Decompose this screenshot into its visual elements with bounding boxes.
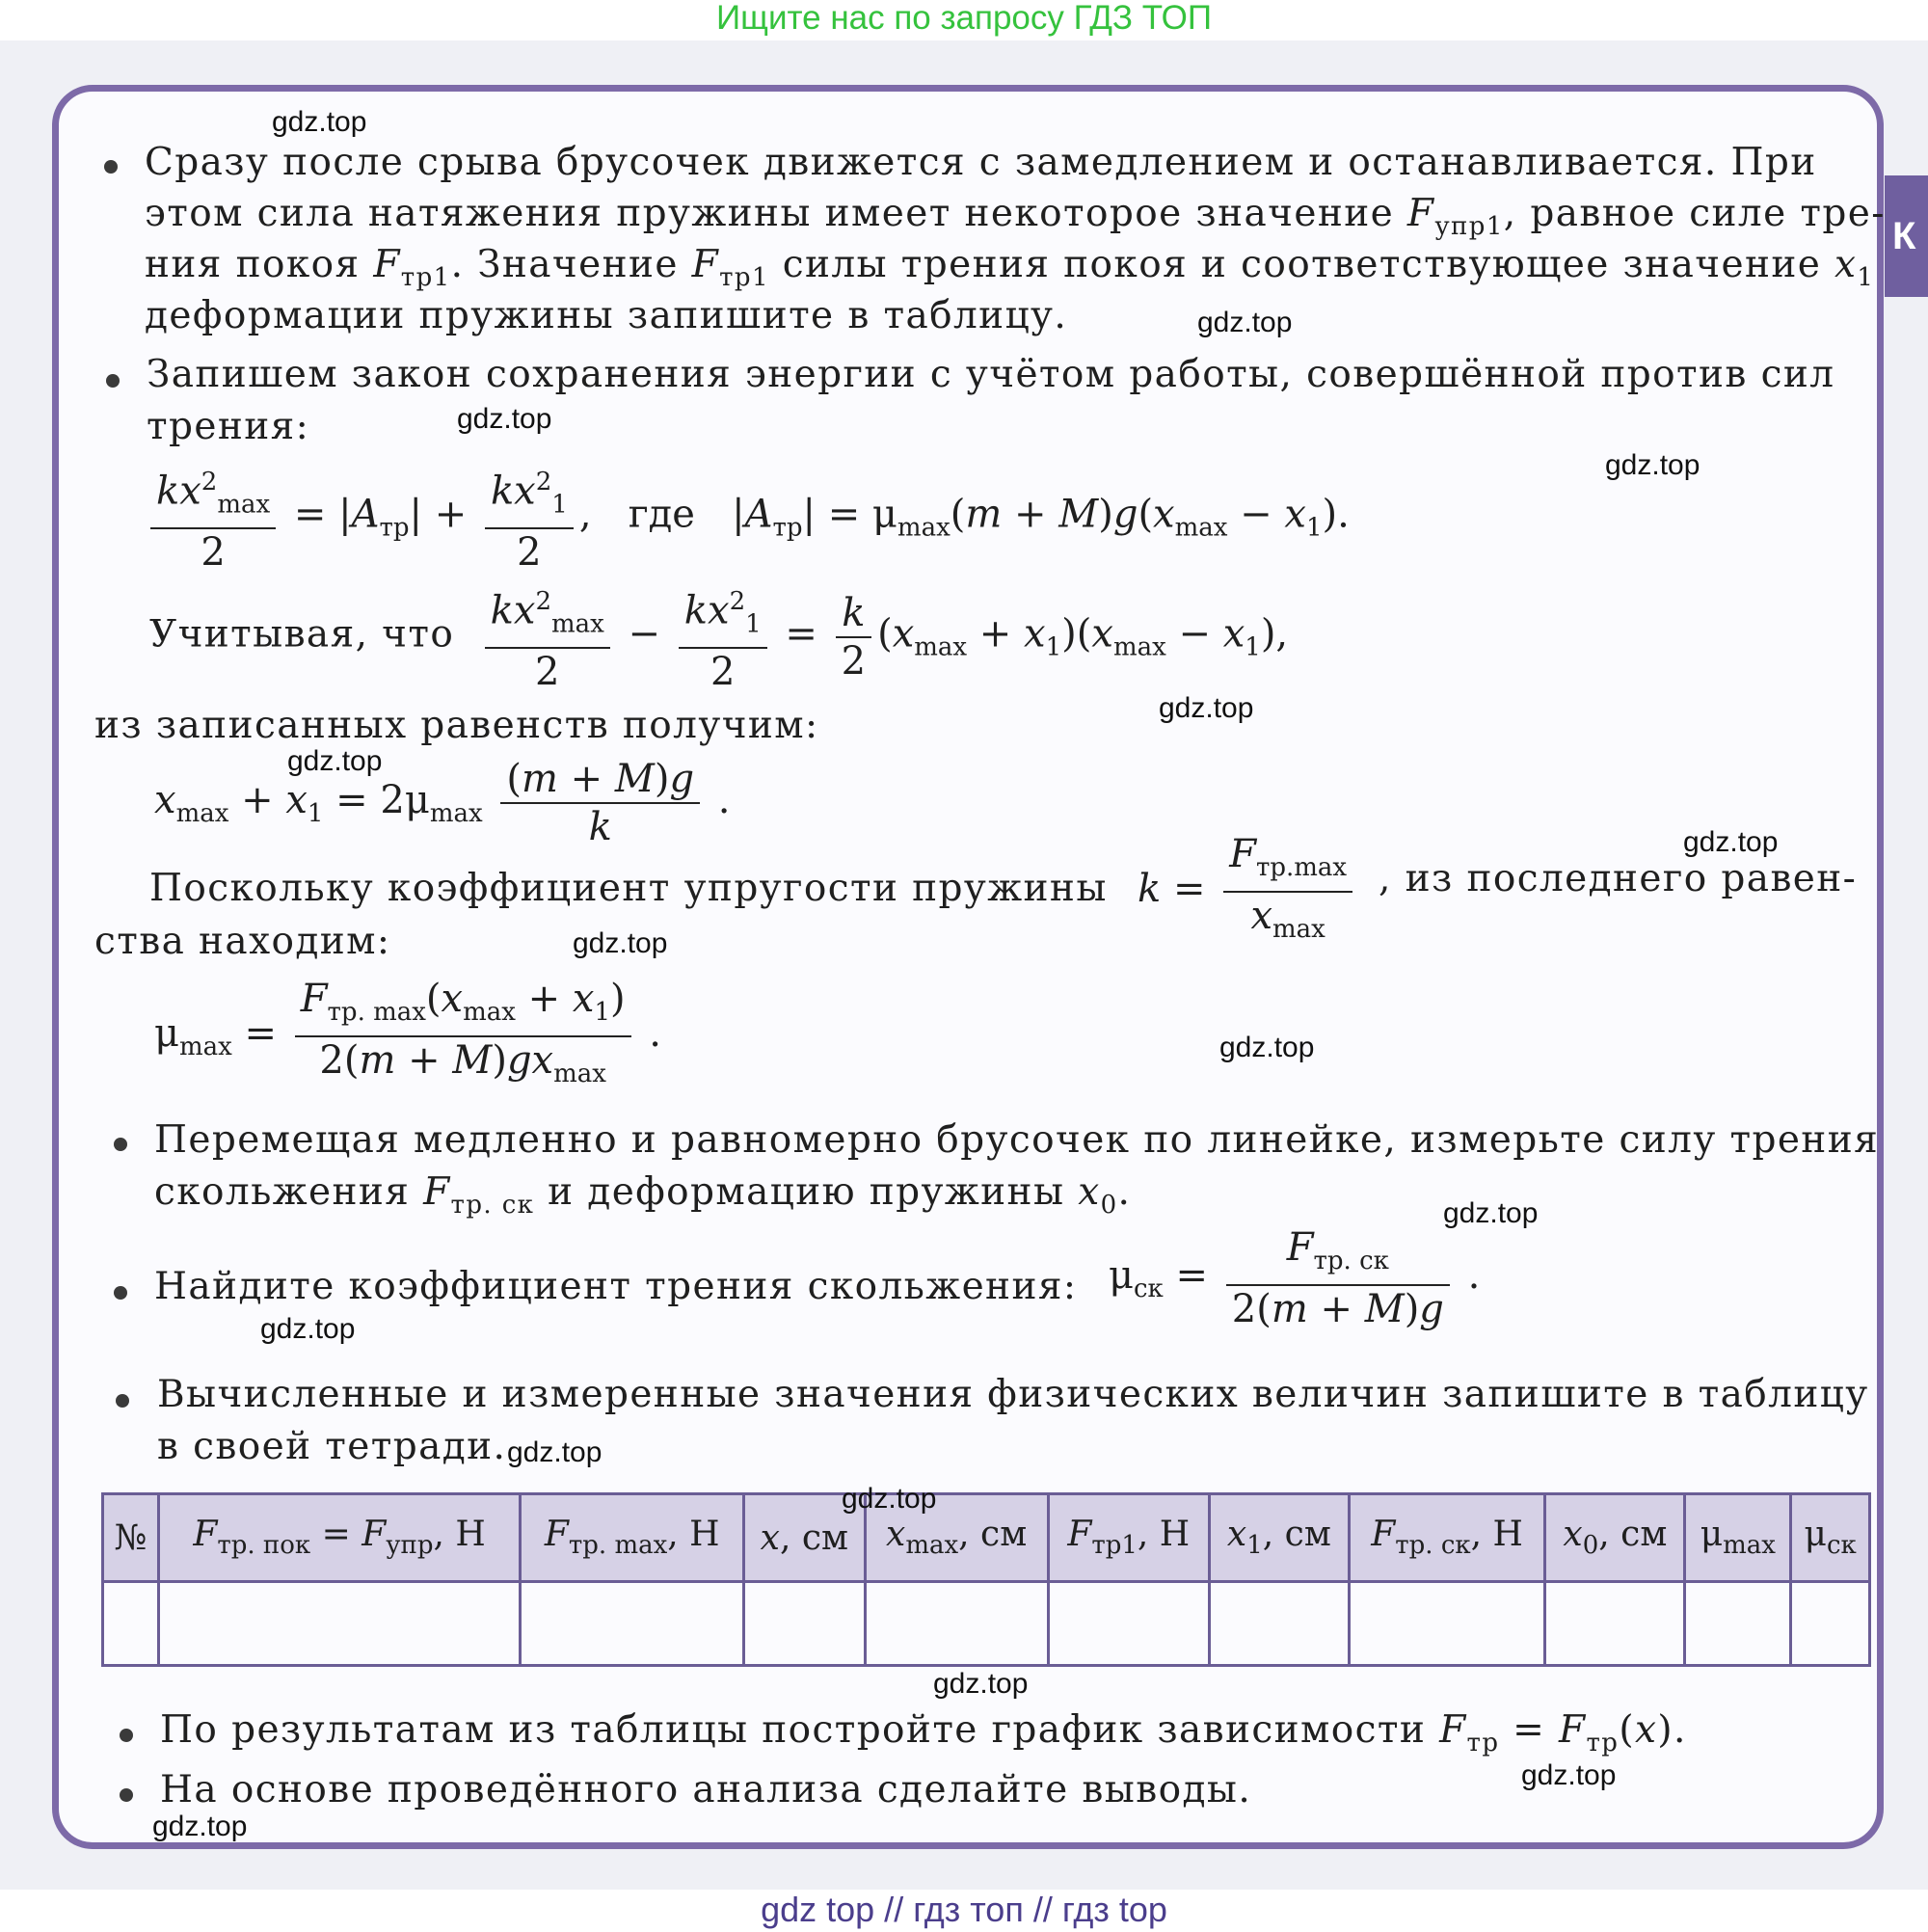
table-cell: [521, 1582, 744, 1666]
watermark: gdz.top: [1443, 1197, 1539, 1229]
table-header: $F_{тр. ск}$, Н: [1349, 1494, 1545, 1582]
equation-given: Учитывая, что $\frac{kx^2_{max}}{2}$ − $\frac{kx^2_1}{2}$ = $\frac{k}{2}$ $(x_{max} + x_1)(x_{max} - x_1)$,: [149, 578, 1288, 695]
bullet3-line1: Перемещая медленно и равномерно брусочек по линейке, измерьте силу трения: [154, 1118, 1880, 1162]
watermark: gdz.top: [457, 403, 552, 435]
watermark: gdz.top: [573, 927, 668, 959]
table-header: $F_{тр. пок} = F_{упр}$, Н: [158, 1494, 520, 1582]
bullet-dot: [114, 1286, 127, 1300]
watermark: gdz.top: [287, 745, 383, 777]
watermark: gdz.top: [152, 1811, 248, 1842]
bullet1-line2: этом сила натяжения пружины имеет некоторое значение $F_{упр1}$, равное силе тре-: [145, 192, 1886, 241]
since-text: Поскольку коэффициент упругости пружины: [149, 867, 1108, 910]
table-cell: [158, 1582, 520, 1666]
table-header: $x_1$, см: [1209, 1494, 1349, 1582]
results-table: [101, 1492, 1871, 1667]
watermark: gdz.top: [1219, 1032, 1315, 1063]
table-cell: [1545, 1582, 1685, 1666]
side-tab[interactable]: К: [1885, 175, 1928, 297]
table-row: [103, 1582, 1870, 1666]
table-header: $F_{тр. max}$, Н: [521, 1494, 744, 1582]
table-header: $F_{тр1}$, Н: [1048, 1494, 1209, 1582]
watermark: gdz.top: [1683, 826, 1779, 858]
table-cell: [744, 1582, 865, 1666]
watermark: gdz.top: [842, 1483, 937, 1515]
table-header-row: [103, 1494, 1870, 1582]
bullet-dot: [116, 1394, 129, 1408]
watermark: gdz.top: [1159, 692, 1254, 724]
top-banner[interactable]: Ищите нас по запросу ГДЗ ТОП: [716, 0, 1212, 37]
find-text: ства находим:: [94, 920, 391, 963]
bullet1-line3: ния покоя $F_{тр1}$. Значение $F_{тр1}$ силы трения покоя и соответствующее значение $x_1$: [145, 243, 1875, 292]
bullet1-line1: Сразу после срыва брусочек движется с замедлением и останавливается. При: [145, 141, 1817, 184]
table-header: x, см: [744, 1494, 865, 1582]
table-cell: [1685, 1582, 1791, 1666]
bullet-dot: [106, 374, 120, 388]
table-header: $x_{max}$, см: [865, 1494, 1048, 1582]
watermark: gdz.top: [1605, 449, 1700, 481]
watermark: gdz.top: [1197, 307, 1293, 338]
since-text-end: , из последнего равен-: [1379, 857, 1858, 900]
bullet6-line1: По результатам из таблицы постройте график зависимости $F_{тр} = F_{тр}(x)$.: [160, 1708, 1687, 1758]
bullet-dot: [114, 1138, 127, 1151]
bullet5-line2: в своей тетради.: [157, 1425, 507, 1468]
equation-energy: $\frac{kx^2_{max}}{2}$ = $|A_{тр}|$ + $\frac{kx^2_1}{2}$ , где $|A_{тр}| = \mu_{max}(m + M)g(x_{max} - x_1)$.: [145, 459, 1350, 576]
bullet-dot: [120, 1788, 133, 1802]
equation-k: k = $\frac{F_{тр.max}}{x_{max}}$: [1138, 831, 1358, 953]
table-header: №: [103, 1494, 159, 1582]
bullet7-line1: На основе проведённого анализа сделайте выводы.: [160, 1768, 1252, 1811]
equation-sum: $x_{max} + x_1 = 2\mu_{max}$ $\frac{(m + M)g}{k}$ .: [154, 757, 731, 849]
table-cell: [865, 1582, 1048, 1666]
watermark: gdz.top: [260, 1313, 356, 1345]
watermark: gdz.top: [933, 1668, 1029, 1700]
derive-text: из записанных равенств получим:: [94, 704, 819, 747]
watermark: gdz.top: [1521, 1759, 1617, 1791]
table-cell: [1209, 1582, 1349, 1666]
equation-mu-max: $\mu_{max}$ = $\frac{F_{тр. max}(x_{max} + x_1)}{2(m + M)gx_{max}}$ .: [154, 977, 662, 1088]
equation-mu-sk: $\mu_{ск}$ = $\frac{F_{тр. ск}}{2(m + M)g}$ .: [1109, 1225, 1481, 1331]
bullet2-line2: трения:: [147, 405, 310, 448]
bullet-dot: [120, 1729, 133, 1742]
table-cell: [1349, 1582, 1545, 1666]
footer-links[interactable]: gdz top // гдз топ // гдз top: [761, 1890, 1167, 1929]
bullet-dot: [104, 160, 118, 174]
watermark: gdz.top: [272, 106, 367, 138]
bullet4-line1: Найдите коэффициент трения скольжения:: [154, 1265, 1078, 1308]
bullet3-line2: скольжения $F_{тр. ск}$ и деформацию пружины $x_0$.: [154, 1170, 1132, 1220]
bullet2-line1: Запишем закон сохранения энергии с учётом работы, совершённой против сил: [147, 353, 1835, 396]
watermark: gdz.top: [507, 1436, 602, 1468]
table-header: $\mu_{ск}$: [1791, 1494, 1870, 1582]
table-cell: [1048, 1582, 1209, 1666]
table-cell: [1791, 1582, 1870, 1666]
table-header: $\mu_{max}$: [1685, 1494, 1791, 1582]
bullet1-line4: деформации пружины запишите в таблицу.: [145, 294, 1068, 337]
bullet5-line1: Вычисленные и измеренные значения физических величин запишите в таблицу: [157, 1373, 1869, 1416]
table-header: $x_0$, см: [1545, 1494, 1685, 1582]
table-cell: [103, 1582, 159, 1666]
